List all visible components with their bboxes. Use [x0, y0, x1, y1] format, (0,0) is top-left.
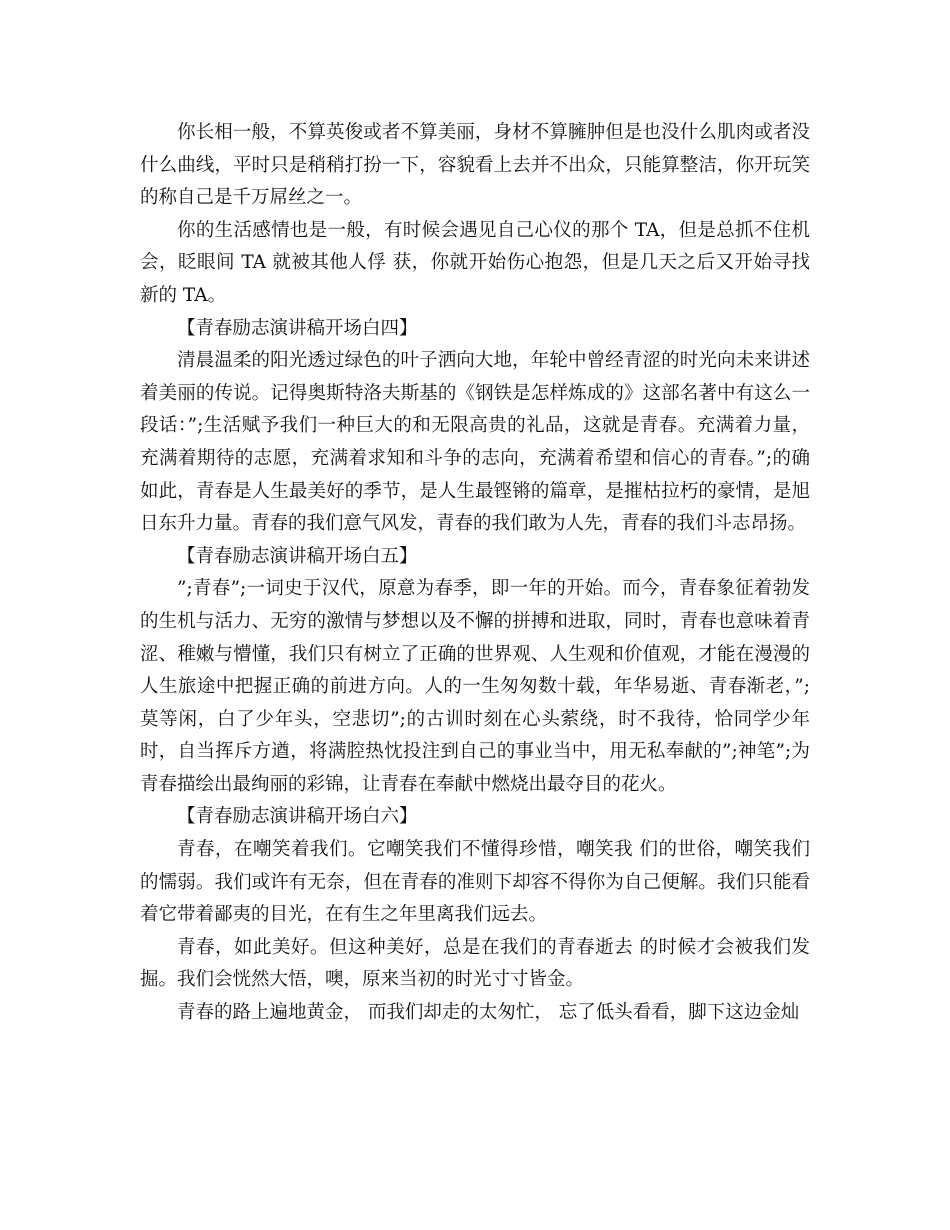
paragraph: 青春，在嘲笑着我们。它嘲笑我们不懂得珍惜，嘲笑我 们的世俗，嘲笑我们的懦弱。我们或许有无奈，但在青春的准则下却容不得你为自己便解。我们只能看着它带着鄙夷的目光，在有生之年里离我们远去。 — [140, 839, 810, 926]
paragraph: 你的生活感情也是一般，有时候会遇见自己心仪的那个 TA，但是总抓不住机会，眨眼间 TA 就被其他人俘 获，你就开始伤心抱怨，但是几天之后又开始寻找新的 TA。 — [140, 219, 810, 306]
paragraph: 清晨温柔的阳光透过绿色的叶子洒向大地，年轮中曾经青涩的时光向未来讲述着美丽的传说。记得奥斯特洛夫斯基的《钢铁是怎样炼成的》这部名著中有这么一段话：”;生活赋予我们一种巨大的和无限高贵的礼品，这就是青春。充满着力量，充满着期待的志愿，充满着求知和斗争的志向，充满着希望和信心的青春。”;的确如此，青春是人生最美好的季节，是人生最铿锵的篇章，是摧枯拉朽的豪情，是旭日东升力量。青春的我们意气风发，青春的我们敢为人先，青春的我们斗志昂扬。 — [140, 350, 810, 535]
section-heading: 【青春励志演讲稿开场白六】 — [177, 806, 418, 828]
paragraph: 青春，如此美好。但这种美好，总是在我们的青春逝去 的时候才会被我们发掘。我们会恍然大悟，噢，原来当初的时光寸寸皆金。 — [140, 936, 810, 991]
paragraph: ”;青春”;一词史于汉代，原意为春季，即一年的开始。而今，青春象征着勃发的生机与活力、无穷的激情与梦想以及不懈的拼搏和进取，同时，青春也意味着青涩、稚嫩与懵懂，我们只有树立了正确的世界观、人生观和价值观，才能在漫漫的人生旅途中把握正确的前进方向。人的一生匆匆数十载，年华易逝、青春渐老，”;莫等闲，白了少年头，空悲切”;的古训时刻在心头萦绕，时不我待，恰同学少年时，自当挥斥方遒，将满腔热忱投注到自己的事业当中，用无私奉献的”;神笔”;为青春描绘出最绚丽的彩锦，让青春在奉献中燃烧出最夺目的花火。 — [140, 578, 810, 795]
section-heading: 【青春励志演讲稿开场白五】 — [177, 545, 418, 567]
section-heading: 【青春励志演讲稿开场白四】 — [177, 317, 418, 339]
paragraph: 青春的路上遍地黄金， 而我们却走的太匆忙， 忘了低头看看，脚下这边金灿 — [177, 1002, 800, 1024]
paragraph: 你长相一般，不算英俊或者不算美丽，身材不算臃肿但是也没什么肌肉或者没什么曲线，平时只是稍稍打扮一下，容貌看上去并不出众，只能算整洁，你开玩笑的称自己是千万屌丝之一。 — [140, 122, 810, 209]
document-body — [140, 117, 810, 1030]
